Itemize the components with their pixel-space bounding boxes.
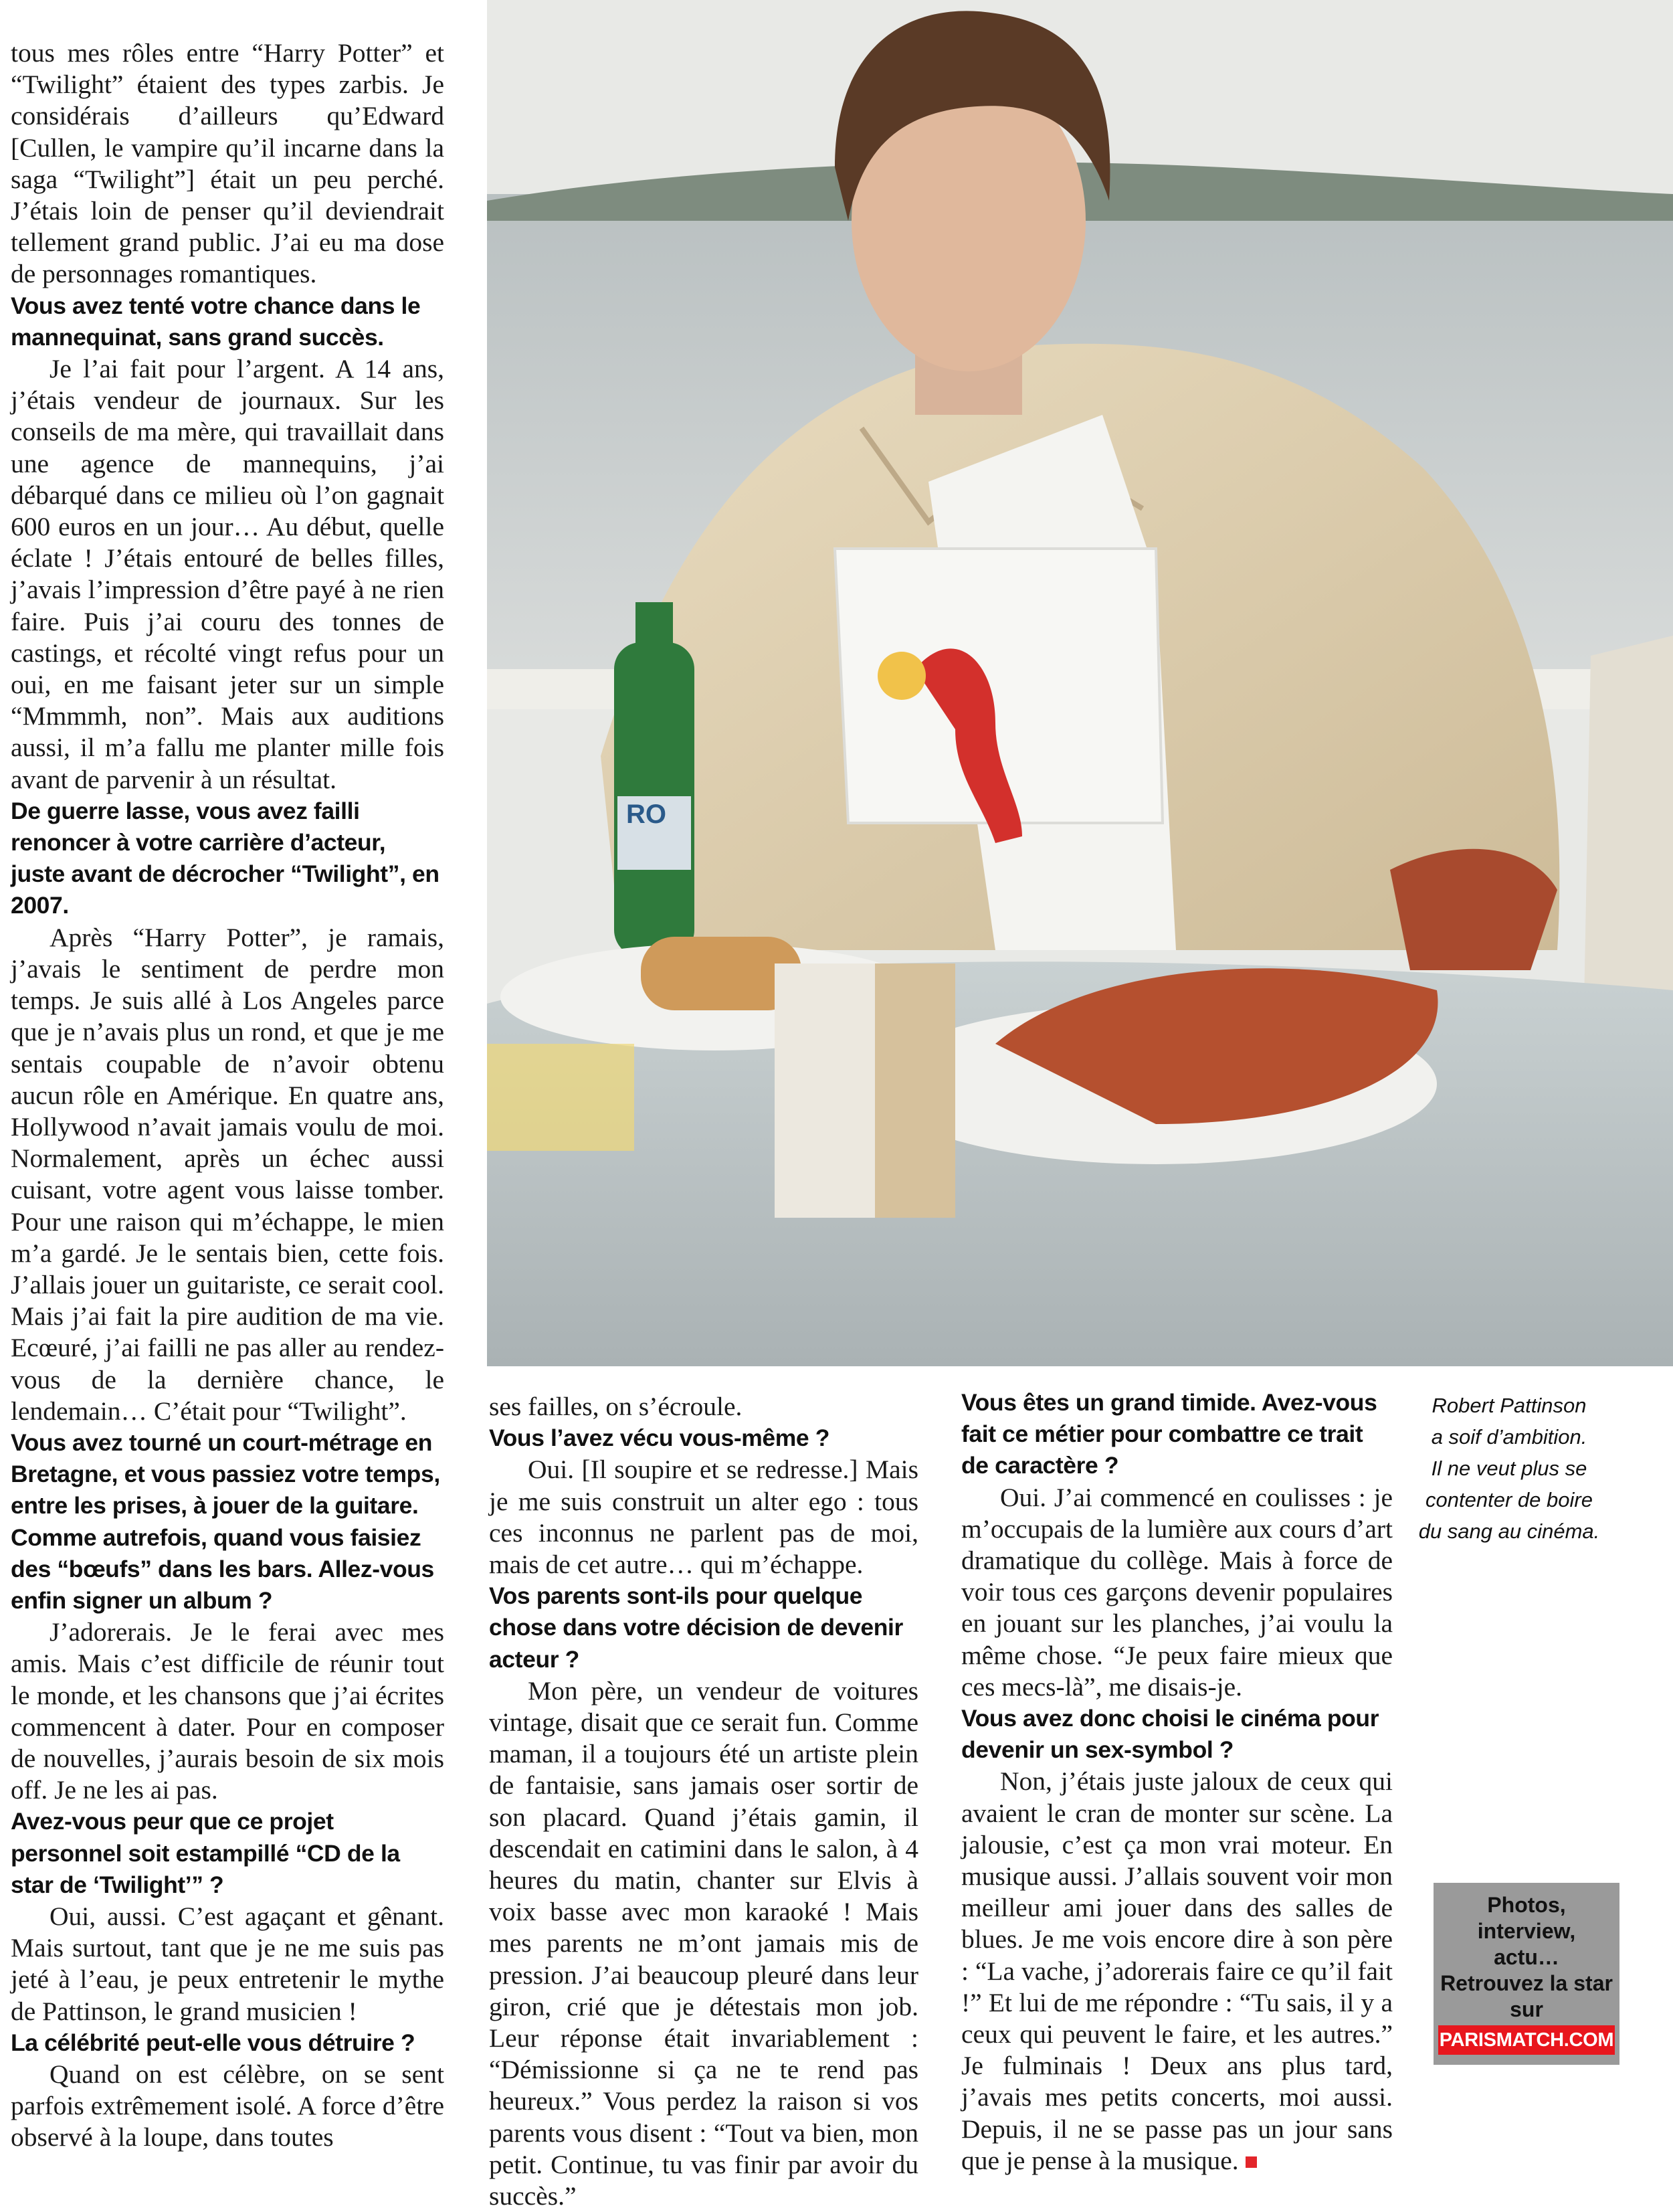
promo-line: sur	[1510, 1997, 1543, 2021]
photo	[487, 0, 1673, 1366]
interview-answer: ses failles, on s’écroule.	[489, 1392, 743, 1421]
photo-caption	[1409, 1390, 1609, 1547]
caption-line: a soif d’ambition.	[1431, 1425, 1587, 1449]
promo-line: actu…	[1494, 1945, 1559, 1969]
photo-illustration	[487, 0, 1673, 1366]
interview-answer: Quand on est célèbre, on se sent parfois extrêmement isolé. A force d’être observé à la loupe, dans toutes	[11, 2059, 444, 2152]
interview-question: Vous l’avez vécu vous-même ?	[489, 1424, 830, 1452]
caption-line: Robert Pattinson	[1432, 1394, 1587, 1417]
article-column-1	[11, 37, 444, 2154]
interview-answer: Oui, aussi. C’est agaçant et gênant. Mais surtout, tant que je ne me suis pas jeté à l’eau, je peux entretenir le mythe de Pattinson, le grand musicien !	[11, 1901, 444, 2026]
interview-answer: Après “Harry Potter”, je ramais, j’avais le sentiment de perdre mon temps. Je suis allé à Los Angeles parce que je n’avais plus un rond, et que je me sentais coupable de n’avoir obtenu aucun rôle en Amérique. En quatre ans, Hollywood n’avait jamais voulu de moi. Normalement, après un échec aussi cuisant, votre agent vous laisse tomber. Pour une raison qui m’échappe, le mien m’a gardé. Je le sentais bien, cette fois. J’allais jouer un guitariste, ce serait cool. Mais j’ai fait la pire audition de ma vie. Ecœuré, j’ai failli ne pas aller au rendez-vous de la dernière chance, le lendemain… C’était pour “Twilight”.	[11, 922, 444, 1426]
interview-question: Avez-vous peur que ce projet personnel soit estampillé “CD de la star de ‘Twilight’” ?	[11, 1808, 400, 1898]
caption-line: contenter de boire	[1425, 1488, 1593, 1511]
interview-answer: tous mes rôles entre “Harry Potter” et “Twilight” étaient des types zarbis. Je considérais d’ailleurs qu’Edward [Cullen, le vampire qu’il incarne dans la saga “Twilight”] était un peu perché. J’étais loin de penser qu’il deviendrait tellement grand public. J’ai eu ma dose de personnages romantiques.	[11, 38, 444, 289]
promo-line: Retrouvez la star	[1440, 1971, 1613, 1995]
interview-answer: Je l’ai fait pour l’argent. A 14 ans, j’étais vendeur de journaux. Sur les conseils de ma mère, qui travaillait dans une agence de mannequins, j’ai débarqué dans ce milieu où l’on gagnait 600 euros en un jour… Au début, quelle éclate ! J’étais entouré de belles filles, j’avais l’impression d’être payé à ne rien faire. Puis j’ai couru des tonnes de castings, et récolté vingt refus pour un oui, en me faisant jeter sur un simple “Mmmmh, non”. Mais aux auditions aussi, il m’a fallu me planter mille fois avant de parvenir à un résultat.	[11, 354, 444, 794]
article-column-3	[961, 1387, 1393, 2177]
interview-question: Vous avez tourné un court-métrage en Bretagne, et vous passiez votre temps, entre les prises, à jouer de la guitare. Comme autrefois, quand vous faisiez des “bœufs” dans les bars. Allez-vous enfin signer un album ?	[11, 1428, 440, 1614]
bottle-label: RO	[626, 800, 666, 829]
article-column-2	[489, 1391, 918, 2212]
interview-question: De guerre lasse, vous avez failli renoncer à votre carrière d’acteur, juste avant de décrocher “Twilight”, en 2007.	[11, 797, 439, 919]
promo-line: interview,	[1477, 1919, 1576, 1943]
promo-line: Photos,	[1487, 1893, 1566, 1917]
brand-link[interactable]: PARISMATCH.COM	[1438, 2025, 1615, 2055]
interview-question: Vous avez donc choisi le cinéma pour devenir un sex-symbol ?	[961, 1705, 1379, 1764]
interview-question: Vous avez tenté votre chance dans le mannequinat, sans grand succès.	[11, 292, 421, 351]
interview-answer: J’adorerais. Je le ferai avec mes amis. Mais c’est difficile de réunir tout le monde, et les chansons que j’ai écrites commencent à dater. Pour en composer de nouvelles, j’aurais besoin de six mois off. Je ne les ai pas.	[11, 1617, 444, 1805]
caption-line: du sang au cinéma.	[1418, 1519, 1600, 1543]
caption-line: Il ne veut plus se	[1431, 1457, 1587, 1480]
interview-answer: Non, j’étais juste jaloux de ceux qui avaient le cran de monter sur scène. La jalousie, c’est ça mon vrai moteur. En musique aussi. J’allais souvent voir mon meilleur ami jouer dans des salles de blues. Je me vois encore dire à son père : “La vache, j’adorerais faire ce qu’il fait !” Et lui de me répondre : “Tu sais, il y a ceux qui peuvent le faire, et les autres.” Je fulminais ! Deux ans plus tard, j’avais mes petits concerts, moi aussi. Depuis, il ne se passe pas un jour sans que je pense à la musique.	[961, 1766, 1393, 2175]
interview-answer: Oui. J’ai commencé en coulisses : je m’occupais de la lumière aux cours d’art dramatique du collège. Mais à force de voir tous ces garçons devenir populaires en jouant sur les planches, j’ai voulu la même chose. “Je peux faire mieux que ces mecs-là”, me disais-je.	[961, 1482, 1393, 1701]
interview-answer: Oui. [Il soupire et se redresse.] Mais je me suis construit un alter ego : tous ces inconnus ne parlent pas de moi, mais de cet autre… qui m’échappe.	[489, 1455, 918, 1580]
interview-question: Vous êtes un grand timide. Avez-vous fait ce métier pour combattre ce trait de caractère ?	[961, 1389, 1377, 1479]
interview-question: Vos parents sont-ils pour quelque chose dans votre décision de devenir acteur ?	[489, 1582, 903, 1673]
promo-box	[1434, 1883, 1619, 2065]
end-of-article-mark	[1246, 2156, 1257, 2168]
interview-question: La célébrité peut-elle vous détruire ?	[11, 2029, 415, 2056]
interview-answer: Mon père, un vendeur de voitures vintage, disait que ce serait fun. Comme maman, il a toujours été un artiste plein de fantaisie, sans jamais oser sortir de son placard. Quand j’étais gamin, il descendait en catimini dans le salon, à 4 heures du matin, chanter sur Elvis à voix basse avec mon karaoké ! Mais mes parents ne m’ont jamais mis de pression. J’ai beaucoup pleuré dans leur giron, crié que je détestais mon job. Leur réponse était invariablement : “Démissionne si ça ne te rend pas heureux.” Vous perdez la raison si vos parents vous disent : “Tout va bien, mon petit. Continue, tu vas finir par avoir du succès.”	[489, 1675, 918, 2211]
